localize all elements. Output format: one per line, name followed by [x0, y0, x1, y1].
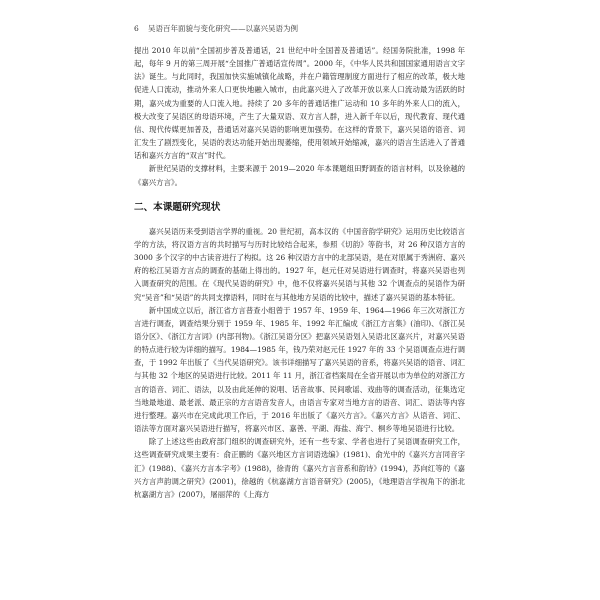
paragraph-government-surveys: 新中国成立以后，浙江省方言普查小组曾于 1957 年、1959 年、1964—1966 年三次对浙江方言进行调查，调查结果分别于 1959 年、1985 年、1992 年汇编成《浙江方言集》(油印)、《浙江吴语分区》、《浙江方言词》(内部刊物)。《浙江吴语分区》把嘉兴吴语划入吴语北区嘉兴片，对嘉兴吴语的特点进行较为详细的描写。1984—1985 年，钱乃荣对赵元任 1927 年的 33 个吴语调查点进行调查，于 1992 年出版了《当代吴语研究》。该书详细描写了嘉兴吴语的音系，将嘉兴吴语的语音、词汇与其他 32 个地区的吴语进行比较。2011 年 11 月，浙江省档案局在全省开展以市为单位的对浙江方言的语音、词汇、语法，以及由此延伸的说唱、话音故事、民间歌谣、戏曲等的调查活动，征集选定当地最地道、最老派、最正宗的方言语音发音人，由语言专家对当地方言的语音、词汇、语法等内容进行整理。嘉兴市在完成此项工作后，于 2016 年出版了《嘉兴方言》。《嘉兴方言》从语音、词汇、语法等方面对嘉兴吴语进行描写，将嘉兴市区、嘉善、平湖、海盐、海宁、桐乡等地吴语进行比较。	[134, 305, 465, 434]
section-heading: 二、本课题研究现状	[134, 201, 221, 213]
running-header	[134, 24, 514, 34]
page-body	[134, 44, 465, 501]
paragraph-materials: 新世纪吴语的支撑材料，主要来源于 2019—2020 年本课题组田野调查的语言材料，以及徐越的《嘉兴方言》。	[134, 164, 465, 187]
paragraph-continued: 提出 2010 年以前“全国初步普及普通话，21 世纪中叶全国普及普通话”。经国务院批准，1998 年起，每年 9 月的第三周开展“全国推广普通话宣传周”。2000 年，《中华人民共和国国家通用语言文字法》诞生。与此同时，我国加快实施城镇化战略，并在户籍管理制度方面进行了相应的改革，极大地促进人口流动，推动外来人口更快地融入城市，由此嘉兴进入了改革开放以来人口流动最为活跃的时期，嘉兴成为重要的人口流入地。持续了 20 多年的普通话推广运动和 10 多年的外来人口的流入，极大改变了吴语区的母语环境，产生了大量双语、双方言人群，进入新千年以后，现代教育、现代通信、现代传媒更加普及，普通话对嘉兴吴语的影响更加强势。在这样的背景下，嘉兴吴语的语音、词汇发生了剧烈变化，吴语的表达功能开始出现萎缩，使用领域开始缩减，嘉兴的语言生活进入了普通话和嘉兴方言的“双言”时代。	[134, 46, 465, 161]
running-header-title: 吴语百年面貌与变化研究——以嘉兴吴语为例	[148, 24, 298, 33]
page-number: 6	[134, 24, 139, 33]
paragraph-scholar-research: 除了上述这些由政府部门组织的调查研究外，还有一些专家、学者也进行了吴语调查研究工作，这些调查研究成果主要有：俞正鹏的《嘉兴地区方言词语选编》(1981)、俞光中的《嘉兴方言同音字汇》(1988)、《嘉兴方言本字考》(1988)，徐青的《嘉兴方言音系和韵诗》(1994)，苏向红等的《嘉兴方言声韵调之研究》(2001)，徐越的《杭嘉湖方言语音研究》(2005)，《地理语言学视角下的浙北杭嘉湖方言》(2007)，屠丽萍的《上海方	[134, 437, 465, 499]
paragraph-early-research: 嘉兴吴语历来受到语言学界的重视。20 世纪初，高本汉的《中国音韵学研究》运用历史比较语言学的方法，将汉语方言的共时描写与历时比较结合起来，参照《切韵》等韵书，对 26 种汉语方言的 3000 多个汉字的中古读音进行了构拟。这 26 种汉语方言中的北部吴语，是在对原属于秀洲府、嘉兴府的松江吴语方言点的调查的基础上得出的。1927 年，赵元任对吴语进行调查时，将嘉兴吴语也列入调查研究的范围。在《现代吴语的研究》中，他不仅将嘉兴吴语与其他 32 个调查点的吴语作为研究“吴音”和“吴语”的共同支撑语料，同时在与其他地方吴语的比较中，描述了嘉兴吴语的基本特征。	[134, 226, 465, 302]
